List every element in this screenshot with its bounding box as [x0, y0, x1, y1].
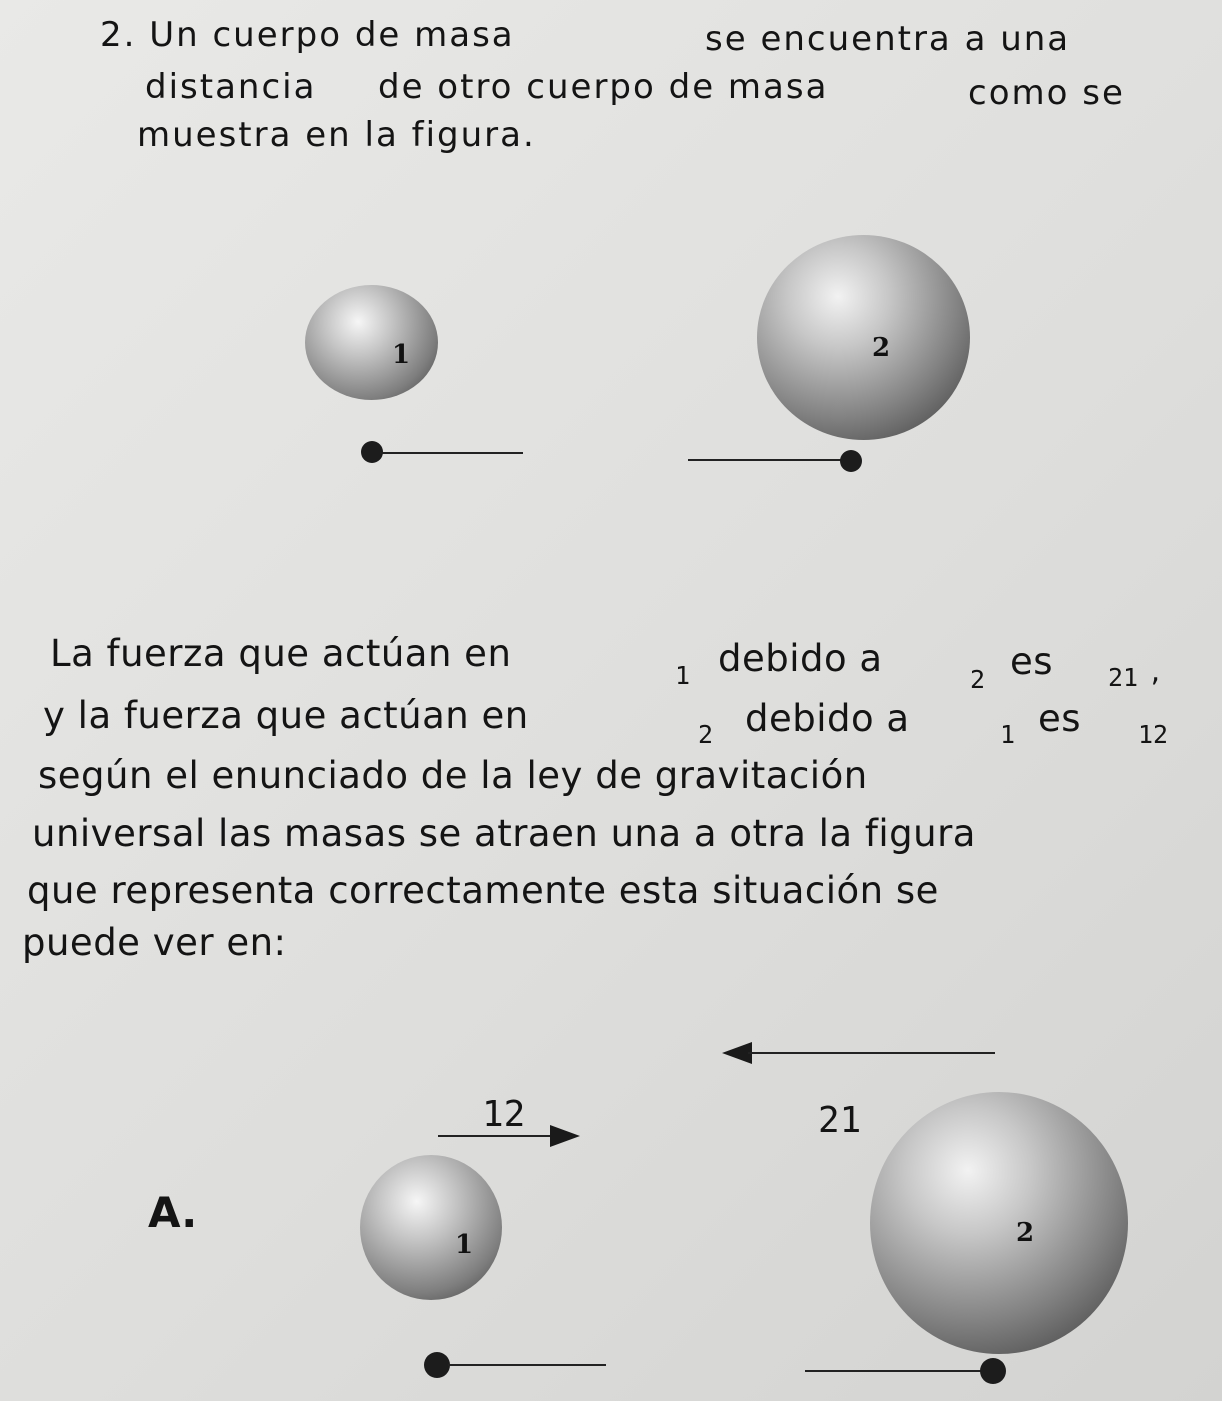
- question-line1-start: 2. Un cuerpo de masa: [100, 15, 515, 55]
- mass-1-distance-line: [380, 452, 523, 454]
- mass-1-ball: [305, 285, 438, 400]
- option-a-label: A.: [148, 1188, 198, 1237]
- question-line2-end: como se: [968, 73, 1125, 113]
- mass-2-center-dot: [840, 450, 862, 472]
- mass-1-label: 1: [392, 340, 411, 370]
- body-line1-es: es: [1010, 640, 1054, 683]
- force-21-label: 21: [818, 1100, 862, 1141]
- question-line3: muestra en la figura.: [137, 115, 536, 155]
- body-line6: puede ver en:: [22, 921, 287, 964]
- option-a-mass-2-label: 2: [1016, 1218, 1035, 1248]
- question-line2-middle: de otro cuerpo de masa: [378, 67, 829, 107]
- option-a-mass-1-distance-line: [448, 1364, 606, 1366]
- body-line2-subscript-12: 12: [1138, 720, 1169, 749]
- body-line2-subscript-2: 2: [698, 720, 714, 749]
- option-a-mass-1-ball: [360, 1155, 502, 1300]
- body-line1-subscript-2: 2: [970, 665, 986, 694]
- body-line2-start: y la fuerza que actúan en: [43, 694, 529, 737]
- body-line2-subscript-1: 1: [1000, 720, 1016, 749]
- mass-2-label: 2: [872, 333, 891, 363]
- body-line1-start: La fuerza que actúan en: [50, 632, 512, 675]
- mass-2-ball: [757, 235, 970, 440]
- body-line1-subscript-21: 21: [1108, 663, 1139, 692]
- body-line5: que representa correctamente esta situación se: [27, 869, 939, 912]
- body-line3: según el enunciado de la ley de gravitación: [38, 754, 868, 797]
- option-a-mass-2-ball: [870, 1092, 1128, 1354]
- body-line1-debido: debido a: [718, 637, 883, 680]
- body-line2-debido: debido a: [745, 697, 910, 740]
- option-a-mass-1-label: 1: [455, 1230, 474, 1260]
- body-line4: universal las masas se atraen una a otra la figura: [32, 812, 976, 855]
- force-12-arrowhead: [550, 1125, 580, 1147]
- body-line1-comma: ,: [1148, 658, 1164, 687]
- mass-2-distance-line: [688, 459, 850, 461]
- option-a-mass-2-distance-line: [805, 1370, 990, 1372]
- force-21-arrow-line: [748, 1052, 995, 1054]
- option-a-mass-1-center-dot: [424, 1352, 450, 1378]
- option-a-mass-2-center-dot: [980, 1358, 1006, 1384]
- question-line2-start: distancia: [145, 67, 317, 107]
- force-12-label: 12: [482, 1094, 526, 1135]
- force-12-arrow-line: [438, 1135, 556, 1137]
- body-line1-subscript-1: 1: [675, 661, 691, 690]
- question-line1-end: se encuentra a una: [705, 19, 1071, 59]
- body-line2-es: es: [1038, 697, 1082, 740]
